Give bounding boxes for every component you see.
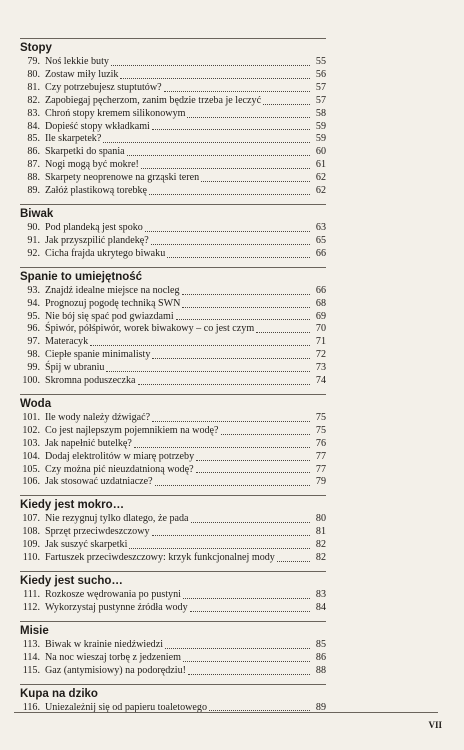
dot-leader — [256, 332, 310, 333]
entry-number: 88. — [27, 172, 40, 184]
entry-page: 59 — [315, 120, 326, 132]
entry-page: 58 — [315, 107, 326, 119]
toc-entry — [20, 133, 326, 146]
entry-page: 82 — [315, 539, 326, 551]
toc-entry — [20, 336, 326, 349]
entry-number: 105. — [22, 463, 40, 475]
entry-number: 87. — [27, 159, 40, 171]
entry-page: 61 — [315, 159, 326, 171]
entry-page: 71 — [315, 336, 326, 348]
entry-number: 82. — [27, 94, 40, 106]
dot-leader — [164, 91, 310, 92]
entry-title: Jak stosować uzdatniacze? — [45, 476, 153, 488]
dot-leader — [221, 434, 310, 435]
entry-number: 107. — [22, 513, 40, 525]
dot-leader — [176, 319, 310, 320]
toc-entry — [20, 375, 326, 388]
toc-entry — [20, 476, 326, 489]
entry-title: Co jest najlepszym pojemnikiem na wodę? — [45, 424, 219, 436]
entry-number: 102. — [22, 424, 40, 436]
entry-number: 103. — [22, 437, 40, 449]
toc-entry — [20, 56, 326, 69]
toc-entry — [20, 552, 326, 565]
entry-number: 112. — [22, 601, 40, 613]
dot-leader — [188, 674, 310, 675]
entry-page: 83 — [315, 589, 326, 600]
entry-title: Ciepłe spanie minimalisty — [45, 349, 151, 361]
entry-page: 75 — [315, 411, 326, 423]
entry-title: Skarpety neoprenowe na grząski teren — [45, 172, 200, 184]
entry-title: Załóż plastikową torebkę — [45, 185, 148, 197]
toc-section — [20, 571, 326, 615]
entry-title: Ile skarpetek? — [45, 133, 102, 145]
entry-number: 108. — [22, 526, 40, 538]
section-title: Woda — [20, 394, 326, 412]
dot-leader — [187, 117, 310, 118]
entry-title: Zapobiegaj pęcherzom, zanim będzie trzeba je leczyć — [45, 94, 262, 106]
entry-page: 59 — [315, 133, 326, 145]
dot-leader — [196, 460, 310, 461]
entry-page: 77 — [315, 463, 326, 475]
entry-page: 73 — [315, 362, 326, 374]
entry-number: 101. — [22, 411, 40, 423]
toc-entry — [20, 82, 326, 95]
dot-leader — [152, 421, 310, 422]
entry-number: 110. — [22, 552, 40, 564]
toc-entry — [20, 589, 326, 602]
entry-title: Gaz (antymisiowy) na podorędziu! — [45, 664, 186, 676]
entry-title: Dopieść stopy wkładkami — [45, 120, 150, 132]
entry-title: Czy potrzebujesz stuptutów? — [45, 81, 162, 93]
toc-entry — [20, 185, 326, 198]
section-title: Kiedy jest sucho… — [20, 571, 326, 589]
dot-leader — [152, 535, 310, 536]
entry-title: Ile wody należy dźwigać? — [45, 411, 151, 423]
entry-title: Chroń stopy kremem silikonowym — [45, 107, 186, 119]
entry-title: Dodaj elektrolitów w miarę potrzeby — [45, 450, 195, 462]
entry-title: Wykorzystaj pustynne źródła wody — [45, 601, 188, 613]
entry-page: 60 — [315, 146, 326, 158]
dot-leader — [196, 472, 310, 473]
entry-page: 66 — [315, 247, 326, 259]
entry-title: Fartuszek przeciwdeszczowy: krzyk funkcjonalnej mody — [45, 552, 275, 564]
entry-title: Pod plandeką jest spoko — [45, 221, 143, 233]
entry-number: 97. — [27, 336, 40, 348]
dot-leader — [106, 371, 310, 372]
toc-entry — [20, 172, 326, 185]
toc-entry — [20, 652, 326, 665]
dot-leader — [152, 129, 310, 130]
toc-section — [20, 38, 326, 198]
entry-title: Noś lekkie buty — [45, 56, 109, 67]
entry-page: 70 — [315, 323, 326, 335]
toc-entry — [20, 146, 326, 159]
entry-number: 92. — [27, 247, 40, 259]
toc-entry — [20, 425, 326, 438]
entry-title: Zostaw miły luzik — [45, 68, 119, 80]
entry-page: 57 — [315, 81, 326, 93]
entry-title: Uniezależnij się od papieru toaletowego — [45, 701, 207, 713]
entry-number: 80. — [27, 68, 40, 80]
entry-title: Śpij w ubraniu — [45, 362, 105, 374]
toc-entry — [20, 639, 326, 652]
table-of-contents — [20, 38, 326, 720]
entry-number: 106. — [22, 476, 40, 488]
toc-entry — [20, 235, 326, 248]
entry-page: 57 — [315, 94, 326, 106]
toc-entry — [20, 526, 326, 539]
toc-entry — [20, 95, 326, 108]
entry-title: Znajdź idealne miejsce na nocleg — [45, 284, 180, 296]
entry-page: 75 — [315, 424, 326, 436]
toc-entry — [20, 222, 326, 235]
dot-leader — [263, 104, 310, 105]
entry-page: 62 — [315, 185, 326, 197]
entry-title: Skarpetki do spania — [45, 146, 125, 158]
toc-section — [20, 621, 326, 678]
toc-entry — [20, 602, 326, 615]
entry-number: 90. — [27, 221, 40, 233]
footer-rule — [14, 712, 438, 713]
entry-title: Czy można pić nieuzdatnioną wodę? — [45, 463, 194, 475]
entry-page: 80 — [315, 513, 326, 525]
dot-leader — [151, 244, 310, 245]
toc-entry — [20, 513, 326, 526]
entry-page: 76 — [315, 437, 326, 449]
dot-leader — [182, 307, 310, 308]
entry-number: 85. — [27, 133, 40, 145]
dot-leader — [191, 522, 310, 523]
entry-title: Nie bój się spać pod gwiazdami — [45, 310, 174, 322]
entry-title: Jak przyszpilić plandekę? — [45, 234, 149, 246]
entry-title: Sprzęt przeciwdeszczowy — [45, 526, 150, 538]
entry-number: 94. — [27, 297, 40, 309]
dot-leader — [145, 231, 310, 232]
entry-page: 89 — [315, 701, 326, 713]
toc-entry — [20, 69, 326, 82]
toc-section — [20, 204, 326, 261]
entry-page: 77 — [315, 450, 326, 462]
toc-entry — [20, 108, 326, 121]
entry-number: 84. — [27, 120, 40, 132]
toc-entry — [20, 121, 326, 134]
toc-entry — [20, 464, 326, 477]
toc-entry — [20, 159, 326, 172]
entry-page: 56 — [315, 68, 326, 80]
dot-leader — [277, 561, 310, 562]
entry-title: Biwak w krainie niedźwiedzi — [45, 638, 164, 650]
toc-entry — [20, 285, 326, 298]
dot-leader — [155, 485, 310, 486]
dot-leader — [149, 194, 310, 195]
dot-leader — [120, 78, 310, 79]
dot-leader — [190, 611, 310, 612]
entry-page: 86 — [315, 651, 326, 663]
entry-number: 79. — [27, 56, 40, 67]
toc-entry — [20, 298, 326, 311]
entry-number: 111. — [23, 589, 40, 600]
toc-entry — [20, 451, 326, 464]
entry-title: Prognozuj pogodę techniką SWN — [45, 297, 181, 309]
entry-page: 74 — [315, 375, 326, 387]
entry-page: 63 — [315, 221, 326, 233]
section-title: Kiedy jest mokro… — [20, 495, 326, 513]
entry-number: 98. — [27, 349, 40, 361]
entry-page: 82 — [315, 552, 326, 564]
dot-leader — [152, 358, 310, 359]
dot-leader — [183, 661, 310, 662]
entry-title: Na noc wieszaj torbę z jedzeniem — [45, 651, 181, 663]
entry-title: Nogi mogą być mokre! — [45, 159, 139, 171]
entry-page: 68 — [315, 297, 326, 309]
section-title: Spanie to umiejętność — [20, 267, 326, 285]
toc-section — [20, 495, 326, 565]
entry-number: 116. — [22, 701, 40, 713]
section-title: Kupa na dziko — [20, 684, 326, 702]
dot-leader — [165, 648, 310, 649]
toc-entry — [20, 412, 326, 425]
entry-title: Cicha frajda ukrytego biwaku — [45, 247, 166, 259]
page-number: VII — [428, 720, 442, 730]
toc-section — [20, 394, 326, 489]
entry-number: 95. — [27, 310, 40, 322]
dot-leader — [103, 142, 310, 143]
dot-leader — [201, 181, 310, 182]
entry-number: 93. — [27, 284, 40, 296]
entry-title: Rozkosze wędrowania po pustyni — [45, 589, 181, 600]
toc-entry — [20, 349, 326, 362]
dot-leader — [129, 548, 310, 549]
entry-page: 81 — [315, 526, 326, 538]
entry-page: 62 — [315, 172, 326, 184]
entry-page: 84 — [315, 601, 326, 613]
entry-number: 91. — [27, 234, 40, 246]
entry-number: 96. — [27, 323, 40, 335]
dot-leader — [167, 257, 310, 258]
entry-number: 115. — [22, 664, 40, 676]
dot-leader — [90, 345, 310, 346]
entry-number: 81. — [27, 81, 40, 93]
entry-title: Jak suszyć skarpetki — [45, 539, 128, 551]
entry-title: Nie rezygnuj tylko dlatego, że pada — [45, 513, 189, 525]
entry-number: 86. — [27, 146, 40, 158]
toc-entry — [20, 323, 326, 336]
entry-page: 85 — [315, 638, 326, 650]
entry-number: 99. — [27, 362, 40, 374]
entry-page: 65 — [315, 234, 326, 246]
dot-leader — [183, 598, 310, 599]
toc-entry — [20, 248, 326, 261]
entry-number: 109. — [22, 539, 40, 551]
entry-number: 113. — [22, 638, 40, 650]
entry-page: 72 — [315, 349, 326, 361]
dot-leader — [134, 447, 310, 448]
entry-title: Jak napełnić butelkę? — [45, 437, 132, 449]
section-title: Misie — [20, 621, 326, 639]
dot-leader — [182, 294, 310, 295]
toc-entry — [20, 311, 326, 324]
toc-entry — [20, 362, 326, 375]
dot-leader — [141, 168, 310, 169]
entry-page: 69 — [315, 310, 326, 322]
dot-leader — [127, 155, 310, 156]
dot-leader — [138, 384, 310, 385]
entry-number: 83. — [27, 107, 40, 119]
entry-number: 104. — [22, 450, 40, 462]
toc-section — [20, 267, 326, 388]
entry-number: 89. — [27, 185, 40, 197]
entry-page: 79 — [315, 476, 326, 488]
toc-section — [20, 684, 326, 715]
toc-entry — [20, 665, 326, 678]
section-title: Stopy — [20, 38, 326, 56]
entry-page: 66 — [315, 284, 326, 296]
entry-number: 114. — [22, 651, 40, 663]
entry-title: Skromna poduszeczka — [45, 375, 136, 387]
entry-number: 100. — [22, 375, 40, 387]
entry-title: Śpiwór, półśpiwór, worek biwakowy – co jest czym — [45, 323, 255, 335]
section-title: Biwak — [20, 204, 326, 222]
entry-page: 88 — [315, 664, 326, 676]
dot-leader — [111, 65, 310, 66]
toc-entry — [20, 539, 326, 552]
entry-title: Materacyk — [45, 336, 89, 348]
toc-entry — [20, 438, 326, 451]
entry-page: 55 — [315, 56, 326, 67]
